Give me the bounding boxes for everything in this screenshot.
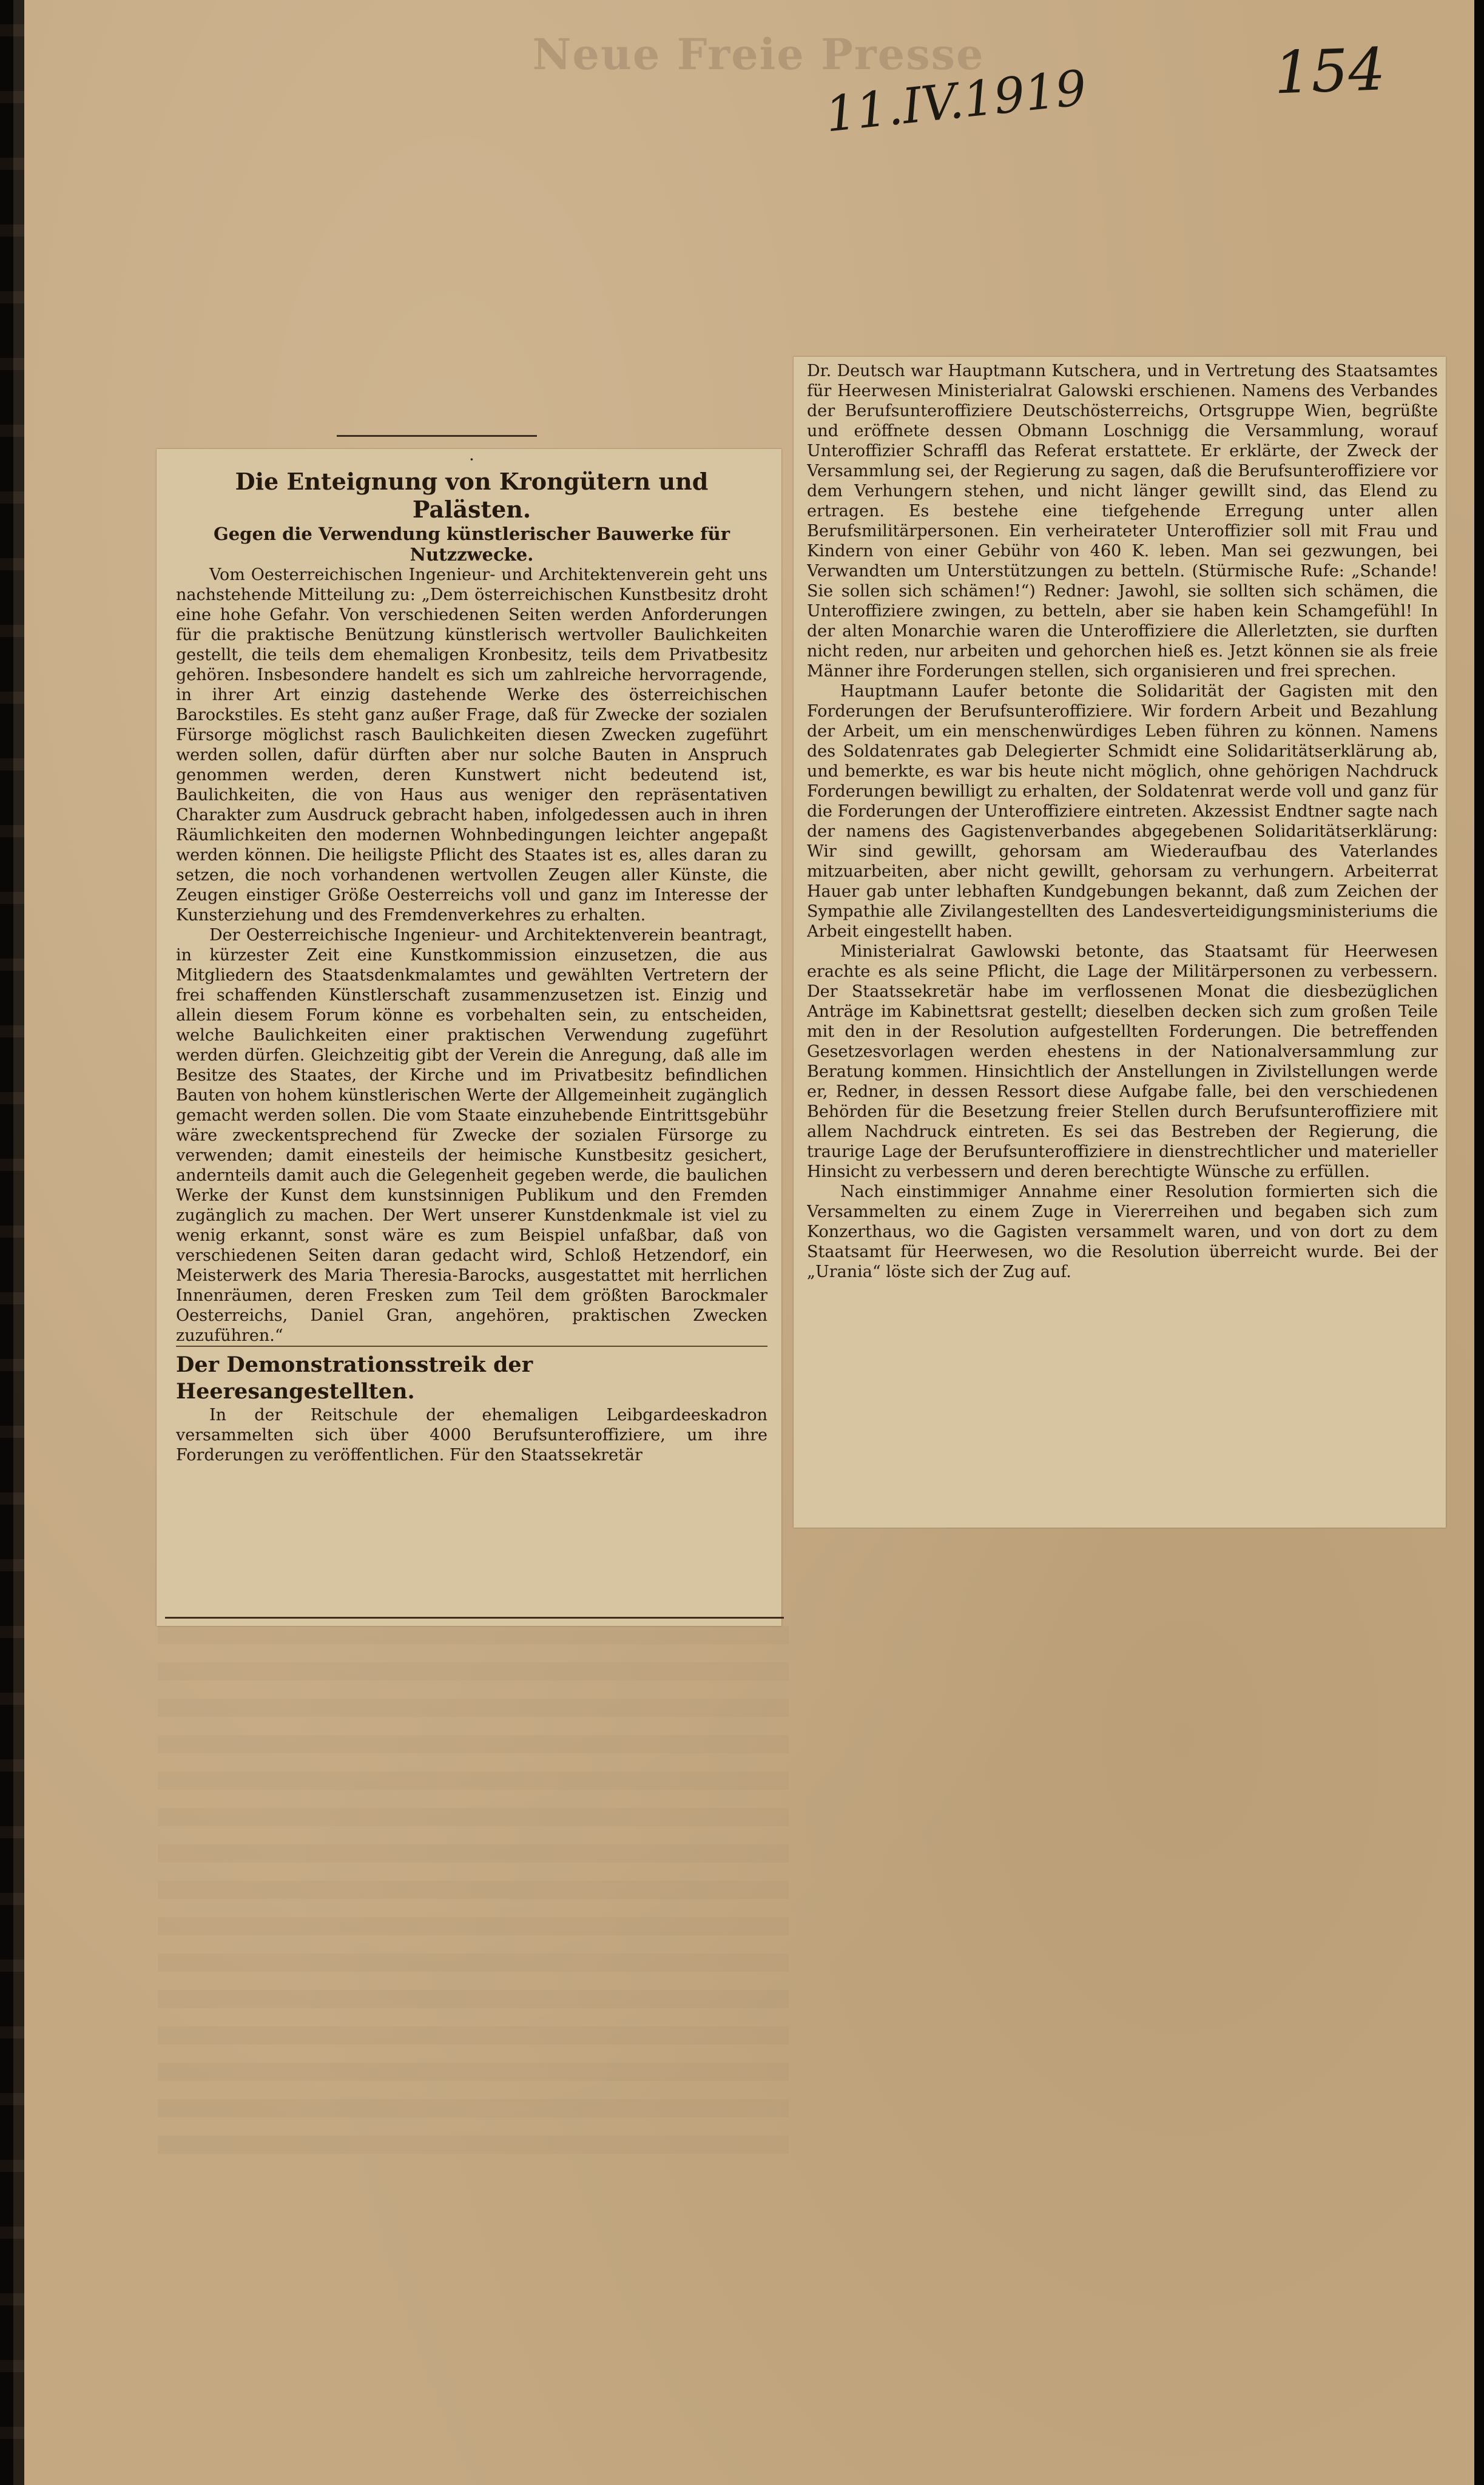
second-article-headline: Der Demonstrationsstreik der Heeresangestellten.	[176, 1346, 767, 1405]
article-subheadline: Gegen die Verwendung künstlerischer Bauwerke für Nutzzwecke.	[213, 524, 730, 565]
handwritten-date: 11.IV.1919	[823, 59, 1090, 143]
article-paragraph: Nach einstimmiger Annahme einer Resolution formierten sich die Versammelten zu einem Zuge in Viererreihen und begaben sich zum Konzerthaus, wo die Gagisten versammelt waren, und von dort zu dem Staatsamt für Heerwesen, wo die Resolution überreicht wurde. Bei der „Urania“ löste sich der Zug auf.	[807, 1182, 1438, 1281]
article-paragraph: Der Oesterreichische Ingenieur- und Architektenverein beantragt, in kürzester Zeit eine Kunstkommission einzusetzen, die aus Mitgliedern des Staatsdenkmalamtes und gewählten Vertretern der frei schaffenden Künstlerschaft zusammenzusetzen ist. Einzig und allein diesem Forum könne es vorbehalten sein, zu entscheiden, welche Baulichkeiten einer praktischen Verwendung zugeführt werden dürfen. Gleichzeitig gibt der Verein die Anregung, daß alle im Besitze des Staates, der Kirche und im Privatbesitz befindlichen Bauten von hohem künstlerischen Werte der Allgemeinheit zugänglich gemacht werden sollen. Die vom Staate einzuhebende Eintrittsgebühr wäre zweckentsprechend für Zwecke der sozialen Fürsorge zu verwenden; damit einesteils der heimische Kunstbesitz gesichert, andernteils damit auch die Gelegenheit gegeben werde, die baulichen Werke der Kunst dem kunstsinnigen Publikum und den Fremden zugänglich zu machen. Der Wert unserer Kunstdenkmale ist viel zu wenig erkannt, sonst wäre es zum Beispiel unfaßbar, daß von verschiedenen Seiten daran gedacht wird, Schloß Hetzendorf, ein Meisterwerk des Maria Theresia-Barocks, ausgestattet mit herrlichen Innenräumen, deren Fresken zum Teil dem größten Barockmaler Oesterreichs, Daniel Gran, angehören, praktischen Zwecken zuzuführen.“	[176, 926, 767, 1345]
article-paragraph: Ministerialrat Gawlowski betonte, das Staatsamt für Heerwesen erachte es als seine Pflicht, die Lage der Militärpersonen zu verbessern. Der Staatssekretär habe im verflossenen Monat die diesbezüglichen Anträge im Kabinettsrat gestellt; dieselben decken sich zum großen Teile mit den in der Resolution aufgestellten Forderungen. Die betreffenden Gesetzesvorlagen werden ehestens in der Nationalversammlung zur Beratung kommen. Hinsichtlich der Anstellungen in Zivilstellungen werde er, Redner, in dessen Ressort diese Aufgabe falle, bei den verschiedenen Behörden für die Besetzung freier Stellen durch Berufsunteroffiziere mit allem Nachdruck eintreten. Es sei das Bestreben der Regierung, die traurige Lage der Berufsunteroffiziere in dienstrechtlicher und materieller Hinsicht zu verbessern und deren berechtigte Wünsche zu erfüllen.	[807, 942, 1438, 1181]
separator-rule-top	[337, 435, 537, 437]
right-article-column	[807, 361, 1438, 1523]
article-headline: Die Enteignung von Krongütern und Palästen.	[235, 468, 709, 523]
continued-paragraph: Dr. Deutsch war Hauptmann Kutschera, und in Vertretung des Staatsamtes für Heerwesen Ministerialrat Galowski erschienen. Namens des Verbandes der Berufsunteroffiziere Deutschösterreichs, Ortsgruppe Wien, begrüßte und eröffnete dessen Obmann Loschnigg die Versammlung, worauf Unteroffizier Schraffl das Referat erstattete. Er erklärte, der Zweck der Versammlung sei, der Regierung zu sagen, daß die Berufsunteroffiziere vor dem Verhungern stehen, und nicht länger gewillt sind, das Elend zu ertragen. Es bestehe eine tiefgehende Erregung unter allen Berufsmilitärpersonen. Ein verheirateter Unteroffizier soll mit Frau und Kindern von einer Gebühr von 460 K. leben. Man sei gezwungen, bei Verwandten um Unterstützungen zu betteln. (Stürmische Rufe: „Schande! Sie sollen sich schämen!“) Redner: Jawohl, sie sollten sich schämen, die Unteroffiziere zwingen, zu betteln, aber sie haben kein Schamgefühl! In der alten Monarchie waren die Unteroffiziere die Allerletzten, sie durften nicht reden, nur arbeiten und gehorchen hieß es. Jetzt können sie als freie Männer ihre Forderungen stellen, sich organisieren und frei sprechen.	[807, 362, 1438, 681]
second-article-paragraph: In der Reitschule der ehemaligen Leibgardeeskadron versammelten sich über 4000 Berufsunteroffiziere, um ihre Forderungen zu veröffentlichen. Für den Staatssekretär	[176, 1406, 767, 1465]
left-article-column	[176, 452, 767, 1626]
article-paragraph: Vom Oesterreichischen Ingenieur- und Architektenverein geht uns nachstehende Mitteilung zu: „Dem österreichischen Kunstbesitz droht eine hohe Gefahr. Von verschiedenen Seiten werden Anforderungen für die praktische Benützung künstlerisch wertvoller Baulichkeiten gestellt, die teils dem ehemaligen Kronbesitz, teils dem Privatbesitz gehören. Insbesondere handelt es sich um zahlreiche hervorragende, in ihrer Art einzig dastehende Werke des österreichischen Barockstiles. Es steht ganz außer Frage, daß für Zwecke der sozialen Fürsorge möglichst rasch Baulichkeiten diesen Zwecken zugeführt werden sollen, dafür dürften aber nur solche Bauten in Anspruch genommen werden, deren Kunstwert nicht bedeutend ist, Baulichkeiten, die von Haus aus weniger den repräsentativen Charakter zum Ausdruck gebracht haben, infolgedessen auch in ihren Räumlichkeiten den modernen Wohnbedingungen leichter angepaßt werden können. Die heiligste Pflicht des Staates ist es, alles daran zu setzen, die noch vorhandenen wertvollen Zeugen aller Künste, die Zeugen einstiger Größe Oesterreichs voll und ganz im Interesse der Kunsterziehung und des Fremdenverkehres zu erhalten.	[176, 565, 767, 925]
article-paragraph: Hauptmann Laufer betonte die Solidarität der Gagisten mit den Forderungen der Berufsunteroffiziere. Wir fordern Arbeit und Bezahlung der Arbeit, um ein menschenwürdiges Leben führen zu können. Namens des Soldatenrates gab Delegierter Schmidt eine Solidaritätserklärung ab, und bemerkte, es war bis heute nicht möglich, ohne gehörigen Nachdruck Forderungen bewilligt zu erhalten, der Soldatenrat werde voll und ganz für die Forderungen der Unteroffiziere eintreten. Akzessist Endtner sagte nach der namens des Gagistenverbandes abgegebenen Solidaritätserklärung: Wir sind gewillt, gehorsam am Wiederaufbau des Vaterlandes mitzuarbeiten, aber nicht gewillt, gehorsam zu verhungern. Arbeiterrat Hauer gab unter lebhaften Kundgebungen bekannt, daß zum Zeichen der Sympathie alle Zivilangestellten des Landesverteidigungsministeriums die Arbeit eingestellt haben.	[807, 682, 1438, 941]
newspaper-masthead-stamp: Neue Freie Presse	[532, 29, 985, 79]
ornament-dot: ·	[469, 452, 474, 470]
paper-stain	[158, 1626, 789, 2172]
handwritten-folio-number: 154	[1273, 35, 1387, 107]
torn-left-edge	[0, 0, 24, 2485]
